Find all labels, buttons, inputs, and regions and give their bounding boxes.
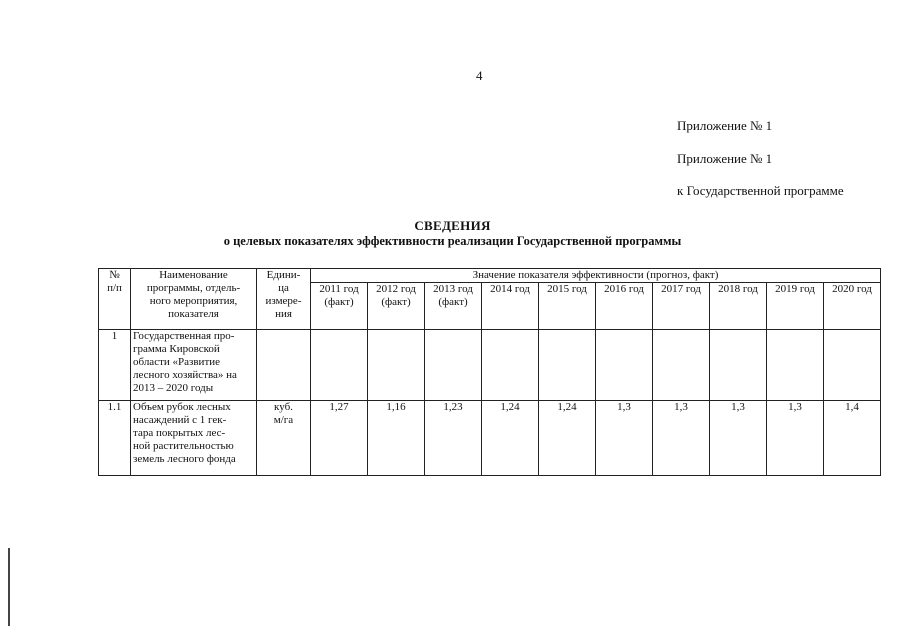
- value-cell: 1,23: [425, 401, 482, 476]
- year-header: 2019 год: [767, 283, 824, 330]
- value-cell: 1,4: [824, 401, 881, 476]
- indicators-table: [98, 268, 881, 476]
- value-cell: 1,3: [767, 401, 824, 476]
- table-row: [99, 330, 881, 401]
- value-cell: 1,3: [596, 401, 653, 476]
- year-header: 2014 год: [482, 283, 539, 330]
- appendix-line-2: Приложение № 1: [677, 151, 773, 166]
- year-header: 2011 год (факт): [311, 283, 368, 330]
- value-cell: 1,16: [368, 401, 425, 476]
- header-row: [99, 269, 881, 283]
- value-cell: [596, 330, 653, 401]
- row-unit: [257, 330, 311, 401]
- appendix-line-1: Приложение № 1: [677, 118, 773, 133]
- year-header: 2015 год: [539, 283, 596, 330]
- value-cell: [767, 330, 824, 401]
- header-number: № п/п: [99, 269, 131, 330]
- row-number: 1.1: [99, 401, 131, 476]
- value-cell: 1,24: [539, 401, 596, 476]
- year-header: 2016 год: [596, 283, 653, 330]
- value-cell: 1,3: [653, 401, 710, 476]
- value-cell: 1,3: [710, 401, 767, 476]
- value-cell: 1,24: [482, 401, 539, 476]
- year-header: 2018 год: [710, 283, 767, 330]
- value-cell: [710, 330, 767, 401]
- value-cell: 1,27: [311, 401, 368, 476]
- year-header: 2013 год (факт): [425, 283, 482, 330]
- header-name: Наименование программы, отдель- ного мероприятия, показателя: [131, 269, 257, 330]
- row-unit: куб. м/га: [257, 401, 311, 476]
- appendix-line-3: к Государственной программе: [677, 183, 844, 198]
- value-cell: [824, 330, 881, 401]
- document-title: СВЕДЕНИЯ: [414, 218, 491, 233]
- page-number: 4: [476, 68, 483, 83]
- row-name: Государственная про- грамма Кировской области «Развитие лесного хозяйства» на 2013 – 2020 годы: [131, 330, 257, 401]
- header-unit: Едини- ца измере- ния: [257, 269, 311, 330]
- document-subtitle: о целевых показателях эффективности реализации Государственной программы: [223, 234, 682, 248]
- value-cell: [311, 330, 368, 401]
- table-row: [99, 401, 881, 476]
- header-values: Значение показателя эффективности (прогноз, факт): [311, 269, 881, 283]
- value-cell: [653, 330, 710, 401]
- year-header: 2020 год: [824, 283, 881, 330]
- row-number: 1: [99, 330, 131, 401]
- value-cell: [482, 330, 539, 401]
- value-cell: [539, 330, 596, 401]
- year-header: 2017 год: [653, 283, 710, 330]
- scan-edge-mark: [8, 548, 10, 626]
- row-name: Объем рубок лесных насаждений с 1 гек- тара покрытых лес- ной растительностью земель лесного фонда: [131, 401, 257, 476]
- year-header: 2012 год (факт): [368, 283, 425, 330]
- value-cell: [368, 330, 425, 401]
- value-cell: [425, 330, 482, 401]
